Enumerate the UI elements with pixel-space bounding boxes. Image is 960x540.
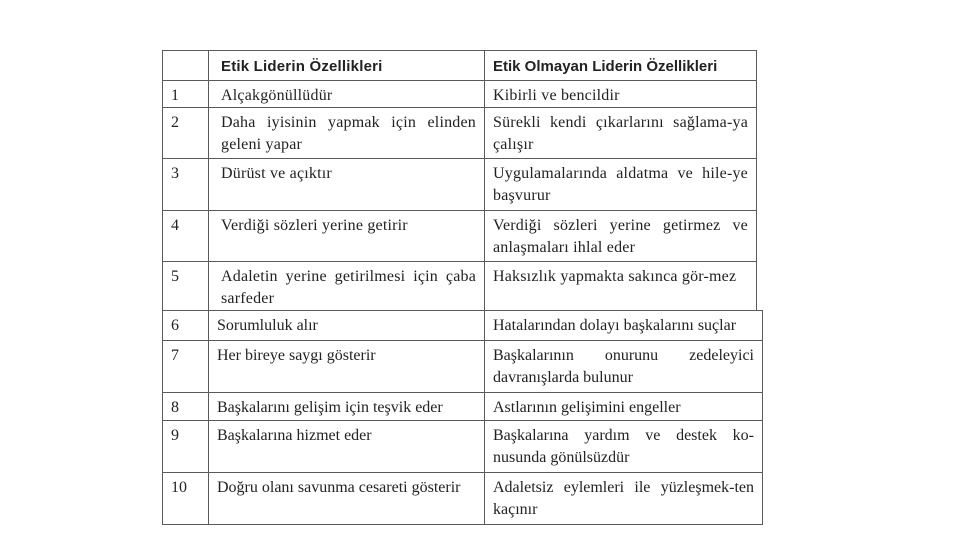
unethical-trait: Sürekli kendi çıkarlarını sağlama-ya çalışır [485, 108, 757, 159]
unethical-trait: Uygulamalarında aldatma ve hile-ye başvurur [485, 159, 757, 211]
header-cell-unethical: Etik Olmayan Liderin Özellikleri [485, 51, 757, 81]
row-number: 7 [163, 341, 209, 393]
row-number: 1 [163, 81, 209, 108]
table-row [163, 159, 757, 211]
table-row [163, 311, 763, 341]
ethical-trait: Verdiği sözleri yerine getirir [209, 211, 485, 262]
row-number: 2 [163, 108, 209, 159]
ethical-trait: Alçakgönüllüdür [209, 81, 485, 108]
unethical-trait: Başkalarının onurunu zedeleyici davranışlarda bulunur [485, 341, 763, 393]
ethical-trait: Başkalarına hizmet eder [209, 421, 485, 473]
unethical-trait: Verdiği sözleri yerine getirmez ve anlaşmaları ihlal eder [485, 211, 757, 262]
row-number: 8 [163, 393, 209, 421]
ethical-leader-table-top [162, 50, 757, 311]
table-header-row [163, 51, 757, 81]
ethical-trait: Doğru olanı savunma cesareti gösterir [209, 473, 485, 525]
table-row [163, 341, 763, 393]
row-number: 6 [163, 311, 209, 341]
table-row [163, 81, 757, 108]
header-cell-ethical: Etik Liderin Özellikleri [209, 51, 485, 81]
unethical-trait: Haksızlık yapmakta sakınca gör-mez [485, 262, 757, 311]
ethical-trait: Başkalarını gelişim için teşvik eder [209, 393, 485, 421]
table-row [163, 108, 757, 159]
ethical-trait: Her bireye saygı gösterir [209, 341, 485, 393]
table-row [163, 262, 757, 311]
unethical-trait: Astlarının gelişimini engeller [485, 393, 763, 421]
table-row [163, 211, 757, 262]
row-number: 9 [163, 421, 209, 473]
table-row [163, 421, 763, 473]
ethical-trait: Adaletin yerine getirilmesi için çaba sarfeder [209, 262, 485, 311]
unethical-trait: Hatalarından dolayı başkalarını suçlar [485, 311, 763, 341]
ethical-leader-table-bottom [162, 310, 763, 525]
header-cell-number [163, 51, 209, 81]
ethical-trait: Daha iyisinin yapmak için elinden geleni yapar [209, 108, 485, 159]
row-number: 10 [163, 473, 209, 525]
ethical-trait: Dürüst ve açıktır [209, 159, 485, 211]
table-row [163, 393, 763, 421]
ethical-trait: Sorumluluk alır [209, 311, 485, 341]
unethical-trait: Kibirli ve bencildir [485, 81, 757, 108]
row-number: 3 [163, 159, 209, 211]
unethical-trait: Adaletsiz eylemleri ile yüzleşmek-ten kaçınır [485, 473, 763, 525]
unethical-trait: Başkalarına yardım ve destek ko-nusunda gönülsüzdür [485, 421, 763, 473]
table-row [163, 473, 763, 525]
row-number: 4 [163, 211, 209, 262]
row-number: 5 [163, 262, 209, 311]
